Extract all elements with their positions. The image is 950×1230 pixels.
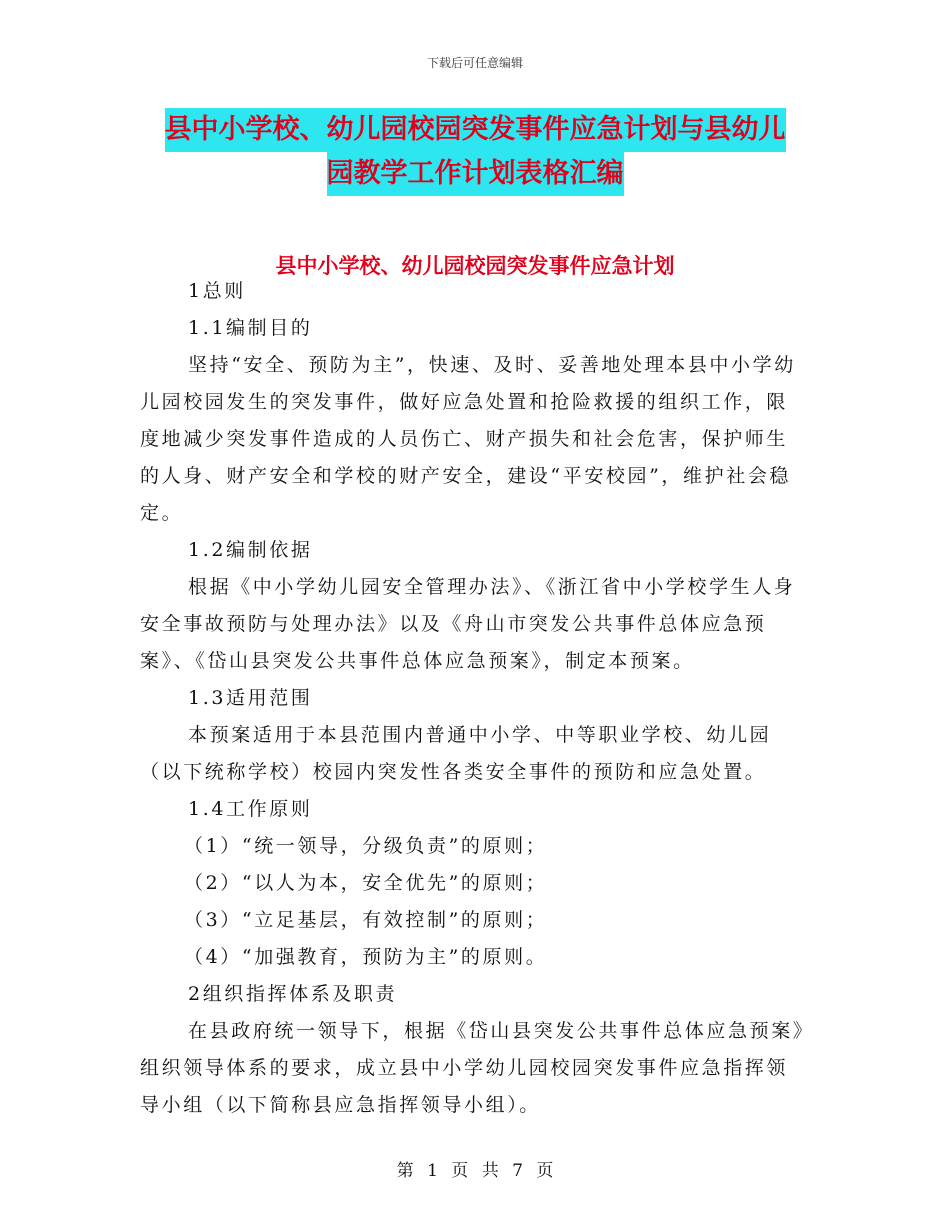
heading-1-3: 1.3适用范围 <box>188 687 313 709</box>
heading-1: 1总则 <box>188 280 246 302</box>
page-footer: 第 1 页 共 7 页 <box>396 1161 554 1181</box>
heading-2: 2组织指挥体系及职责 <box>188 983 398 1005</box>
principle-item: （3）“立足基层，有效控制”的原则； <box>184 909 548 931</box>
paragraph-basis: 根据《中小学幼儿园安全管理办法》、《浙江省中小学校学生人身安全事故预防与处理办法》以及《舟山市突发公共事件总体应急预案》、《岱山县突发公共事件总体应急预案》，制定本预案。 <box>140 576 796 672</box>
document-body <box>140 273 808 1124</box>
paragraph-scope: 本预案适用于本县范围内普通中小学、中等职业学校、幼儿园（以下统称学校）校园内突发性各类安全事件的预防和应急处置。 <box>140 724 772 783</box>
page-header: 下载后可任意编辑 <box>426 56 523 70</box>
paragraph-organization: 在县政府统一领导下，根据《岱山县突发公共事件总体应急预案》组织领导体系的要求，成立县中小学幼儿园校园突发事件应急指挥领导小组（以下简称县应急指挥领导小组）。 <box>140 1020 805 1116</box>
heading-1-2: 1.2编制依据 <box>188 539 313 561</box>
heading-1-4: 1.4工作原则 <box>188 798 313 820</box>
paragraph-purpose: 坚持“安全、预防为主”，快速、及时、妥善地处理本县中小学幼儿园校园发生的突发事件，做好应急处置和抢险救援的组织工作，限度地减少突发事件造成的人员伤亡、财产损失和社会危害，保护师生的人身、财产安全和学校的财产安全，建设“平安校园”，维护社会稳定。 <box>140 354 796 524</box>
document-title-line-1: 县中小学校、幼儿园校园突发事件应急计划与县幼儿 <box>0 116 950 143</box>
principle-item: （4）“加强教育，预防为主”的原则。 <box>184 946 548 968</box>
heading-1-1: 1.1编制目的 <box>188 317 313 339</box>
document-title-line-2: 园教学工作计划表格汇编 <box>0 160 950 187</box>
principle-item: （1）“统一领导，分级负责”的原则； <box>184 835 548 857</box>
section-title: 县中小学校、幼儿园校园突发事件应急计划 <box>275 253 675 278</box>
principle-item: （2）“以人为本，安全优先”的原则； <box>184 872 548 894</box>
